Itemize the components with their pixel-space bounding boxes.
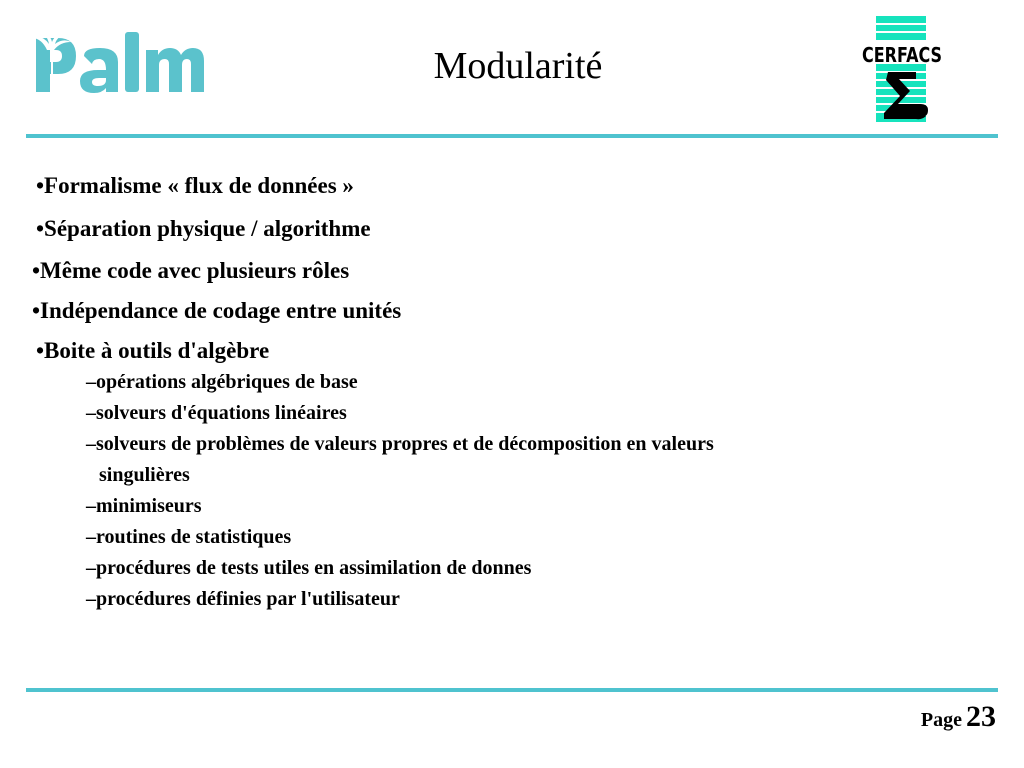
bullet-item: •Indépendance de codage entre unités [32,298,402,323]
sub-item-text: –solveurs de problèmes de valeurs propres et de décomposition en valeurs [86,433,714,455]
palm-logo [32,30,207,96]
slide-title: Modularité [433,45,603,87]
cerfacs-sigma-logo-icon [860,16,944,122]
svg-text:CERFACS: CERFACS [862,43,942,67]
bullet-item: •Boite à outils d'algèbre [36,338,270,363]
sub-item [86,398,926,429]
bullet-item: •Même code avec plusieurs rôles [32,258,350,283]
palm-tree-logo-icon [33,31,204,93]
page-number [921,700,996,734]
sub-item [86,553,926,584]
page-value: 23 [966,700,996,733]
sub-item [86,522,926,553]
sub-item [86,491,926,522]
sub-item-text: –procédures de tests utiles en assimilation de donnes [86,557,532,579]
sub-item-text: –opérations algébriques de base [86,371,358,393]
sub-item-text: –routines de statistiques [86,526,292,548]
footer-divider [26,688,998,692]
sub-item [86,429,926,491]
sub-item-text: –solveurs d'équations linéaires [86,402,347,424]
bullet-item: •Séparation physique / algorithme [36,216,371,241]
bullet-item: •Formalisme « flux de données » [36,173,354,198]
sub-item-text: –procédures définies par l'utilisateur [86,588,400,610]
page-label: Page [920,709,962,731]
sub-item-text: –minimiseurs [86,495,202,517]
cerfacs-logo [858,16,950,122]
sub-item-continuation: singulières [99,464,190,486]
header-divider [26,134,998,138]
sub-item [86,367,926,398]
sub-item [86,584,926,615]
